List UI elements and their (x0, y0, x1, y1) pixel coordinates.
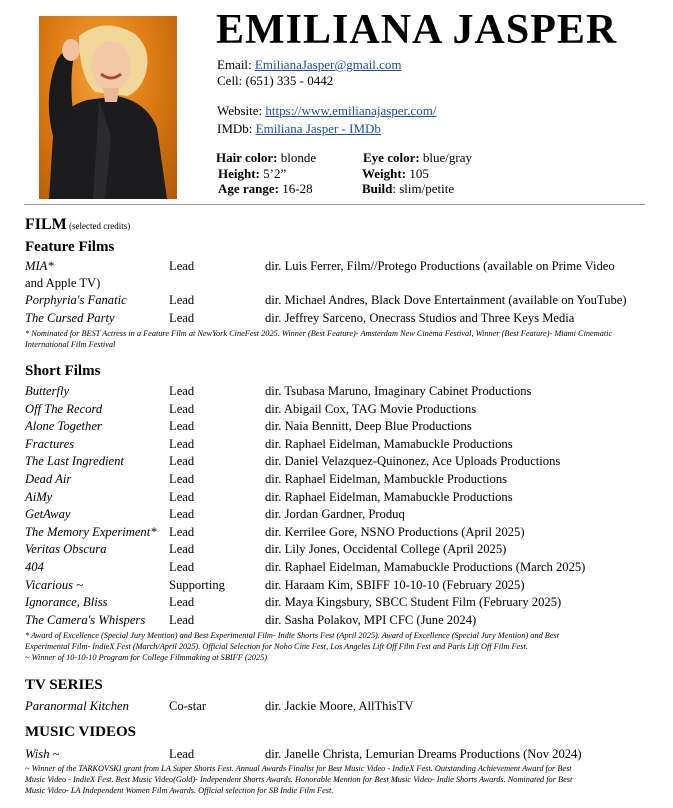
credit-title: The Cursed Party (25, 311, 115, 325)
website-line (217, 103, 436, 119)
credit-title: Off The Record (25, 401, 103, 416)
hair-label: Hair color: (216, 150, 278, 165)
credit-title: MIA* (25, 259, 54, 273)
height-value: 5’2” (259, 166, 287, 181)
credit-director: dir. Jeffrey Sarceno, Onecrass Studios and Three Keys Media (265, 311, 575, 325)
weight-value: 105 (406, 166, 429, 181)
film-title: FILM (25, 216, 67, 233)
credit-role: Lead (169, 489, 195, 504)
imdb-label: IMDb: (217, 121, 256, 136)
credit-role: Lead (169, 747, 195, 761)
short-films-note-2: Experimental Film- IndieX Fest (March/April 2025). Official Selection for Noho Cine Fest, Los Angeles Lift Off Film Fest and Paris Lift Off Film Fest. (25, 642, 528, 651)
credit-title: Dead Air (25, 472, 72, 486)
credit-role: Lead (169, 542, 195, 557)
credit-title: GetAway (25, 507, 71, 522)
credit-director: dir. Abigail Cox, TAG Movie Productions (265, 401, 477, 416)
age-label: Age range: (218, 181, 280, 196)
credit-director: dir. Raphael Eidelman, Mambuckle Productions (265, 472, 508, 486)
email-label: Email: (217, 57, 255, 72)
credit-title: Wish ~ (25, 747, 60, 761)
music-videos-note-1: ~ Winner of the TARKOVSKI grant from LA Super Shorts Fest. Annual Awards Finalist for Best Music Video - IndieX Fest. Outstanding Achievement Award for Best (25, 764, 572, 773)
credit-title: Porphyria's Fanatic (25, 293, 127, 307)
credit-title: Butterfly (25, 384, 70, 398)
credit-title: AiMy (25, 489, 53, 504)
film-heading (25, 216, 130, 234)
credit-role: Lead (169, 507, 195, 522)
music-videos-note-2: Music Video - IndieX Fest. Best Music Video(Gold)- Independent Shorts Awards. Honorable Mention for Best Music Video- Indie Shorts Awards. Nominated for Best (25, 775, 573, 784)
credit-role: Lead (169, 384, 195, 398)
film-subheading: (selected credits) (66, 221, 131, 231)
credit-director: dir. Raphael Eidelman, Mamabuckle Productions (March 2025) (265, 560, 586, 574)
tv-series-heading: TV SERIES (25, 677, 103, 693)
credit-director: dir. Luis Ferrer, Film//Protego Productions (available on Prime Video (265, 259, 615, 273)
website-label: Website: (217, 103, 266, 118)
credit-continuation: and Apple TV) (25, 276, 101, 290)
actor-name: EMILIANA JASPER (216, 7, 618, 53)
email-link[interactable]: EmilianaJasper@gmail.com (254, 57, 402, 72)
imdb-link[interactable]: Emiliana Jasper - IMDb (255, 121, 381, 136)
credit-title: Vicarious ~ (25, 577, 83, 592)
credit-title: Fractures (25, 436, 75, 451)
credit-role: Lead (169, 472, 195, 486)
credit-role: Lead (169, 524, 195, 539)
music-videos-note-3: Music Video- LA Independent Women Film Awards. Official selection for SB Indie Film Fest. (25, 786, 334, 795)
eye-value: blue/gray (419, 150, 473, 165)
credit-role: Lead (169, 560, 195, 574)
credit-title: Paranormal Kitchen (25, 699, 129, 713)
credit-director: dir. Jordan Gardner, Produq (265, 507, 405, 522)
height (218, 166, 286, 182)
credit-title: The Last Ingredient (25, 454, 124, 469)
credit-director: dir. Daniel Velazquez-Quinonez, Ace Uploads Productions (265, 454, 561, 469)
credit-role: Co-star (169, 699, 207, 713)
imdb-line (217, 121, 381, 137)
build-label: Build (362, 181, 393, 196)
credit-director: dir. Lily Jones, Occidental College (April 2025) (265, 542, 507, 557)
divider (24, 204, 645, 205)
credit-director: dir. Raphael Eidelman, Mamabuckle Productions (265, 489, 513, 504)
build-value: : slim/petite (392, 181, 455, 196)
age-range (218, 181, 313, 197)
credit-role: Lead (169, 436, 195, 451)
credit-role: Lead (169, 293, 195, 307)
credit-role: Lead (169, 419, 195, 434)
credit-role: Lead (169, 311, 195, 325)
credit-director: dir. Janelle Christa, Lemurian Dreams Productions (Nov 2024) (265, 747, 582, 761)
build (362, 181, 454, 197)
credit-title: Veritas Obscura (25, 542, 107, 557)
credit-director: dir. Kerrilee Gore, NSNO Productions (April 2025) (265, 524, 525, 539)
cell-line: Cell: (651) 335 - 0442 (217, 73, 334, 88)
credit-title: Alone Together (25, 419, 102, 434)
credit-director: dir. Raphael Eidelman, Mamabuckle Productions (265, 436, 513, 451)
credit-title: 404 (25, 560, 44, 574)
credit-director: dir. Maya Kingsbury, SBCC Student Film (February 2025) (265, 595, 562, 610)
email-line (217, 57, 402, 73)
credit-director: dir. Naia Bennitt, Deep Blue Productions (265, 419, 472, 434)
headshot-photo (39, 16, 177, 199)
hair-value: blonde (277, 150, 317, 165)
eye-label: Eye color: (363, 150, 420, 165)
credit-role: Lead (169, 401, 195, 416)
height-label: Height: (218, 166, 260, 181)
credit-role: Lead (169, 454, 195, 469)
feature-films-heading: Feature Films (25, 239, 115, 255)
hair-color (216, 150, 316, 166)
credit-director: dir. Tsubasa Maruno, Imaginary Cabinet Productions (265, 384, 532, 398)
credit-title: The Camera's Whispers (25, 612, 146, 627)
credit-director: dir. Michael Andres, Black Dove Entertainment (available on YouTube) (265, 293, 627, 307)
feature-films-note: * Nominated for BEST Actress in a Feature Film at NewYork CineFest 2025. Winner (Best Feature)- Amsterdam New Cinema Festival, Winner (Best Feature)- Miami Cinematic International Film Festival (25, 329, 613, 349)
credit-title: The Memory Experiment* (25, 524, 157, 539)
music-videos-heading: MUSIC VIDEOS (25, 724, 136, 740)
eye-color (363, 150, 472, 166)
credit-director: dir. Haraam Kim, SBIFF 10-10-10 (February 2025) (265, 577, 525, 592)
credit-role: Lead (169, 595, 195, 610)
age-value: 16-28 (279, 181, 313, 196)
credit-role: Supporting (169, 577, 225, 592)
credit-role: Lead (169, 259, 195, 273)
credit-director: dir. Jackie Moore, AllThisTV (265, 699, 414, 713)
short-films-note-3: ~ Winner of 10-10-10 Program for College Filmmaking at SBIFF (2025) (25, 653, 267, 662)
weight (362, 166, 429, 182)
credit-director: dir. Sasha Polakov, MPI CFC (June 2024) (265, 612, 477, 627)
website-link[interactable]: https://www.emilianajasper.com/ (265, 103, 437, 118)
short-films-note-1: * Award of Excellence (Special Jury Mention) and Best Experimental Film- Indie Shorts Fest (April 2025). Award of Excellence (Special Jury Mention) and Best (25, 631, 560, 640)
credit-title: Ignorance, Bliss (25, 595, 108, 610)
weight-label: Weight: (362, 166, 407, 181)
short-films-heading: Short Films (25, 363, 101, 379)
credit-role: Lead (169, 612, 195, 627)
